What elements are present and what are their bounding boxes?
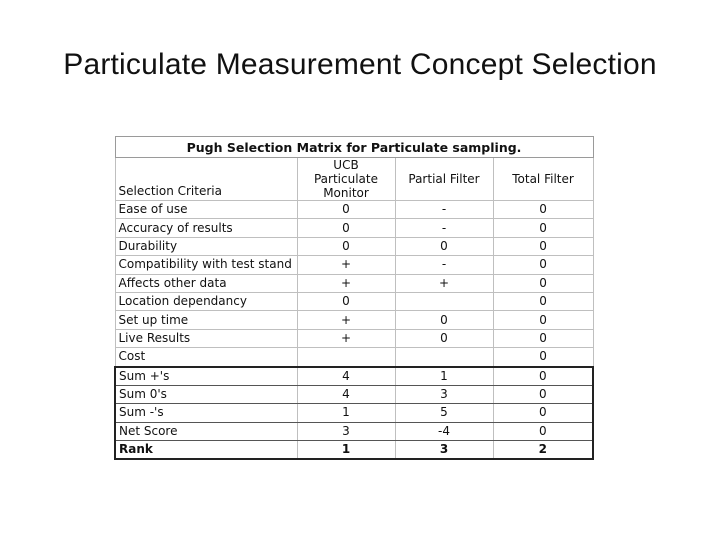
total-cell: 0 [493, 201, 593, 219]
ucb-cell: 1 [297, 441, 395, 460]
partial-cell: 3 [395, 441, 493, 460]
table-row [115, 256, 593, 274]
partial-cell: 0 [395, 237, 493, 255]
partial-cell: 1 [395, 367, 493, 386]
partial-cell: -4 [395, 422, 493, 440]
criterion-cell: Location dependancy [115, 292, 297, 310]
matrix-header-row [115, 158, 593, 201]
partial-cell: - [395, 201, 493, 219]
criterion-cell: Ease of use [115, 201, 297, 219]
total-cell: 0 [493, 329, 593, 347]
summary-row-sum-plus [115, 367, 593, 386]
summary-row-sum-zero [115, 385, 593, 403]
matrix-caption: Pugh Selection Matrix for Particulate sampling. [115, 137, 593, 158]
total-cell: 0 [493, 219, 593, 237]
total-cell: 0 [493, 237, 593, 255]
criterion-cell: Compatibility with test stand [115, 256, 297, 274]
ucb-cell: 0 [297, 201, 395, 219]
criterion-cell: Accuracy of results [115, 219, 297, 237]
partial-cell: 5 [395, 404, 493, 422]
matrix-caption-row [115, 137, 593, 158]
ucb-cell: 0 [297, 219, 395, 237]
partial-cell: 0 [395, 329, 493, 347]
partial-cell [395, 348, 493, 367]
partial-cell: 0 [395, 311, 493, 329]
ucb-cell: 4 [297, 367, 395, 386]
total-cell: 0 [493, 292, 593, 310]
ucb-cell: 0 [297, 237, 395, 255]
total-cell: 0 [493, 404, 593, 422]
total-cell: 0 [493, 367, 593, 386]
partial-cell: + [395, 274, 493, 292]
total-cell: 0 [493, 348, 593, 367]
criterion-cell: Affects other data [115, 274, 297, 292]
ucb-cell: + [297, 256, 395, 274]
table-row [115, 201, 593, 219]
header-partial-filter: Partial Filter [395, 158, 493, 201]
summary-row-rank [115, 441, 593, 460]
criterion-cell: Sum 0's [115, 385, 297, 403]
pugh-selection-matrix [114, 136, 594, 460]
total-cell: 0 [493, 274, 593, 292]
criterion-cell: Net Score [115, 422, 297, 440]
criterion-cell: Rank [115, 441, 297, 460]
criterion-cell: Sum -'s [115, 404, 297, 422]
total-cell: 0 [493, 311, 593, 329]
ucb-cell: 3 [297, 422, 395, 440]
summary-row-sum-minus [115, 404, 593, 422]
table-row [115, 329, 593, 347]
ucb-cell [297, 348, 395, 367]
total-cell: 0 [493, 385, 593, 403]
table-row [115, 311, 593, 329]
table-row [115, 237, 593, 255]
criterion-cell: Live Results [115, 329, 297, 347]
table-row [115, 219, 593, 237]
ucb-cell: 1 [297, 404, 395, 422]
table-row [115, 274, 593, 292]
partial-cell: - [395, 256, 493, 274]
total-cell: 0 [493, 422, 593, 440]
partial-cell: - [395, 219, 493, 237]
ucb-cell: + [297, 329, 395, 347]
ucb-cell: 4 [297, 385, 395, 403]
header-total-filter: Total Filter [493, 158, 593, 201]
header-selection-criteria: Selection Criteria [115, 158, 297, 201]
summary-row-net-score [115, 422, 593, 440]
table-row [115, 292, 593, 310]
partial-cell [395, 292, 493, 310]
criterion-cell: Set up time [115, 311, 297, 329]
criterion-cell: Cost [115, 348, 297, 367]
criterion-cell: Sum +'s [115, 367, 297, 386]
partial-cell: 3 [395, 385, 493, 403]
header-ucb-particulate-monitor: UCB Particulate Monitor [297, 158, 395, 201]
total-cell: 2 [493, 441, 593, 460]
table-row [115, 348, 593, 367]
criterion-cell: Durability [115, 237, 297, 255]
ucb-cell: 0 [297, 292, 395, 310]
total-cell: 0 [493, 256, 593, 274]
slide-title: Particulate Measurement Concept Selection [63, 48, 657, 81]
ucb-cell: + [297, 274, 395, 292]
ucb-cell: + [297, 311, 395, 329]
